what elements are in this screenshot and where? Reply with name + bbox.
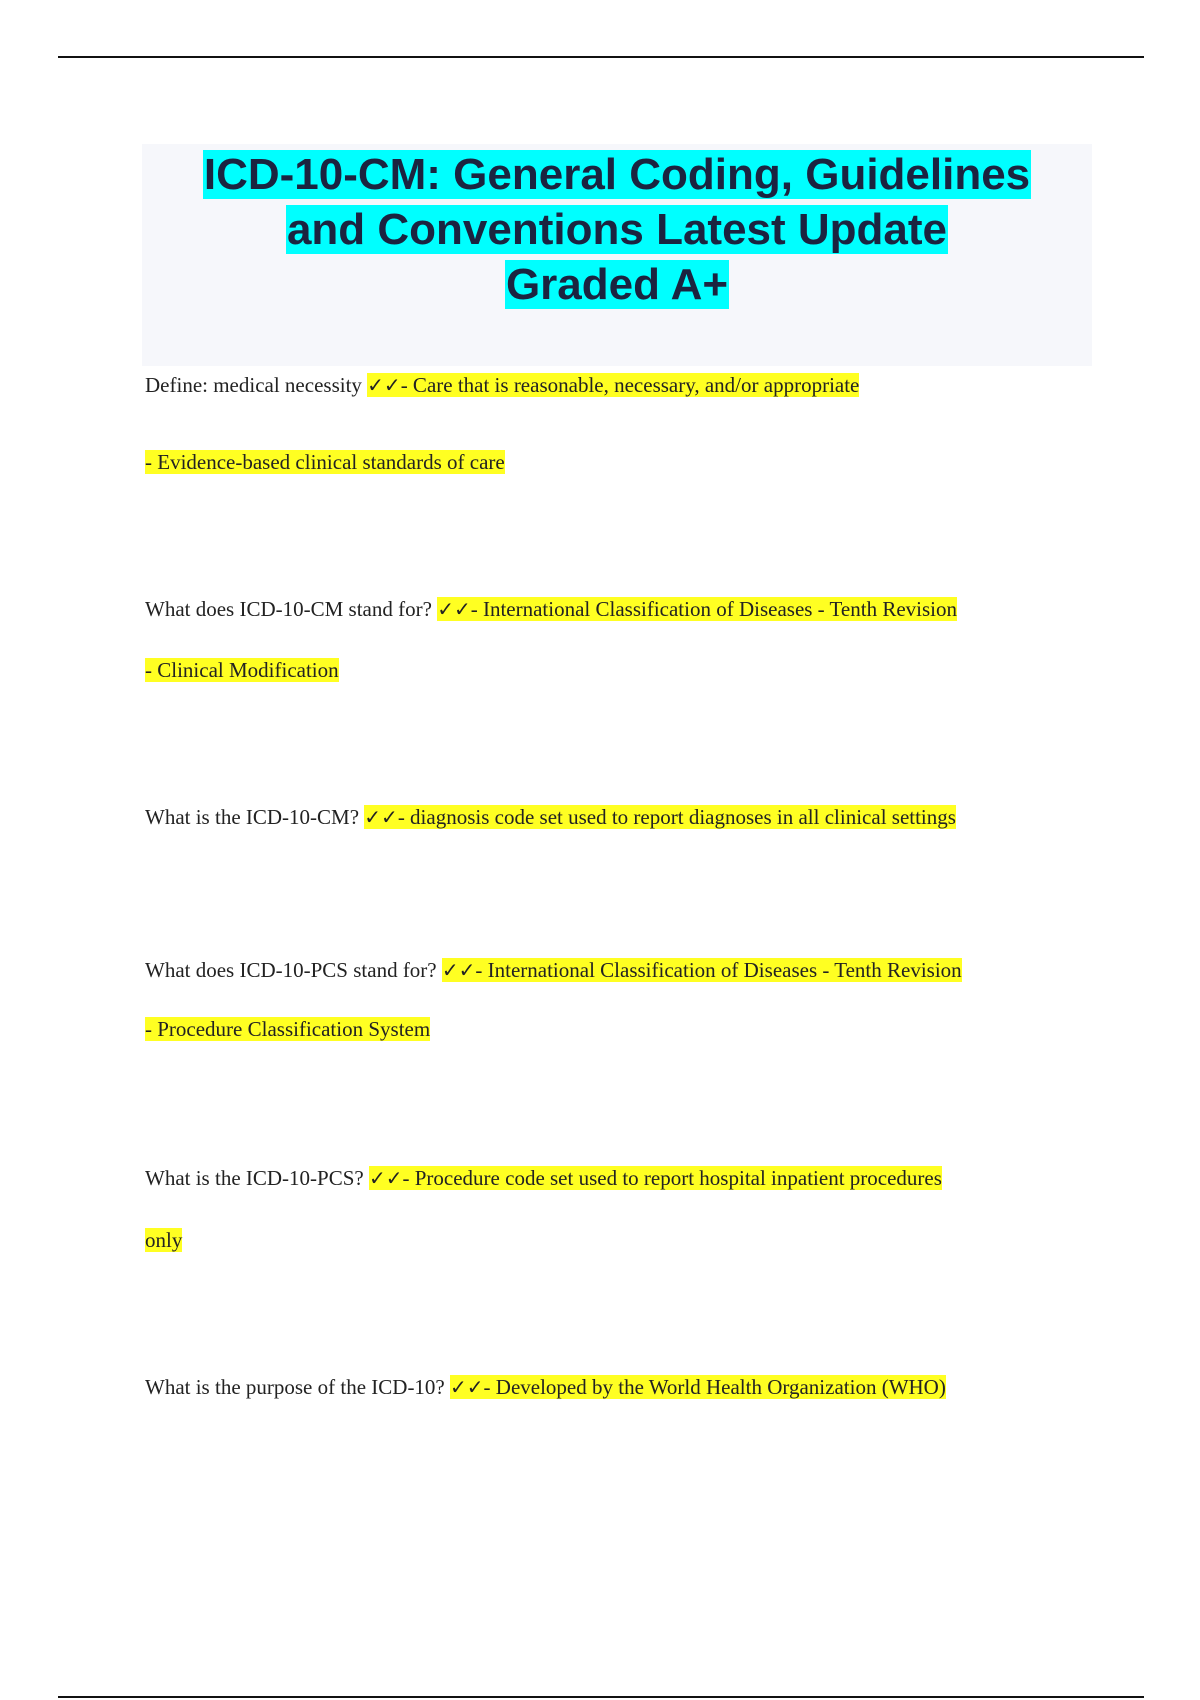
answer-highlight (442, 958, 962, 982)
qa-item (145, 802, 1105, 832)
answer-text: - Evidence-based clinical standards of care (145, 450, 505, 474)
answer-highlight (437, 597, 957, 621)
answer-highlight (364, 805, 956, 829)
document-title (142, 147, 1092, 312)
qa-item (145, 594, 1105, 624)
answer-text: only (145, 1228, 183, 1252)
answer-highlight (450, 1375, 946, 1399)
qa-item (145, 370, 1105, 400)
question-text: Define: medical necessity (145, 373, 362, 397)
answer-text: - Clinical Modification (145, 658, 339, 682)
answer-continuation (145, 1225, 182, 1255)
answer-text: - International Classification of Diseases - Tenth Revision (475, 958, 962, 982)
top-rule (58, 56, 1144, 58)
answer-text: - Procedure code set used to report hospital inpatient procedures (402, 1166, 942, 1190)
answer-continuation (145, 1014, 430, 1044)
title-line-3: Graded A+ (505, 260, 729, 309)
title-line-2: and Conventions Latest Update (286, 205, 948, 254)
answer-text: - Procedure Classification System (145, 1017, 431, 1041)
double-check-icon: ✓✓ (437, 597, 471, 621)
answer-text: - diagnosis code set used to report diagnoses in all clinical settings (397, 805, 956, 829)
double-check-icon: ✓✓ (367, 373, 401, 397)
qa-item (145, 1163, 1105, 1193)
answer-text: - International Classification of Diseases - Tenth Revision (470, 597, 957, 621)
answer-text: - Developed by the World Health Organization (WHO) (483, 1375, 946, 1399)
title-line-1: ICD-10-CM: General Coding, Guidelines (203, 150, 1031, 199)
answer-highlight (367, 373, 859, 397)
double-check-icon: ✓✓ (368, 1166, 403, 1190)
answer-text: - Care that is reasonable, necessary, and/or appropriate (400, 373, 860, 397)
question-text: What is the ICD-10-PCS? (145, 1166, 364, 1190)
question-text: What does ICD-10-PCS stand for? (145, 958, 437, 982)
qa-item (145, 1372, 1105, 1402)
question-text: What is the purpose of the ICD-10? (145, 1375, 445, 1399)
answer-highlight (369, 1166, 942, 1190)
question-text: What is the ICD-10-CM? (145, 805, 360, 829)
double-check-icon: ✓✓ (450, 1375, 484, 1399)
double-check-icon: ✓✓ (364, 805, 398, 829)
double-check-icon: ✓✓ (441, 958, 476, 982)
answer-continuation (145, 447, 505, 477)
qa-item (145, 955, 1105, 985)
question-text: What does ICD-10-CM stand for? (145, 597, 432, 621)
answer-continuation (145, 655, 339, 685)
bottom-rule (58, 1696, 1144, 1698)
